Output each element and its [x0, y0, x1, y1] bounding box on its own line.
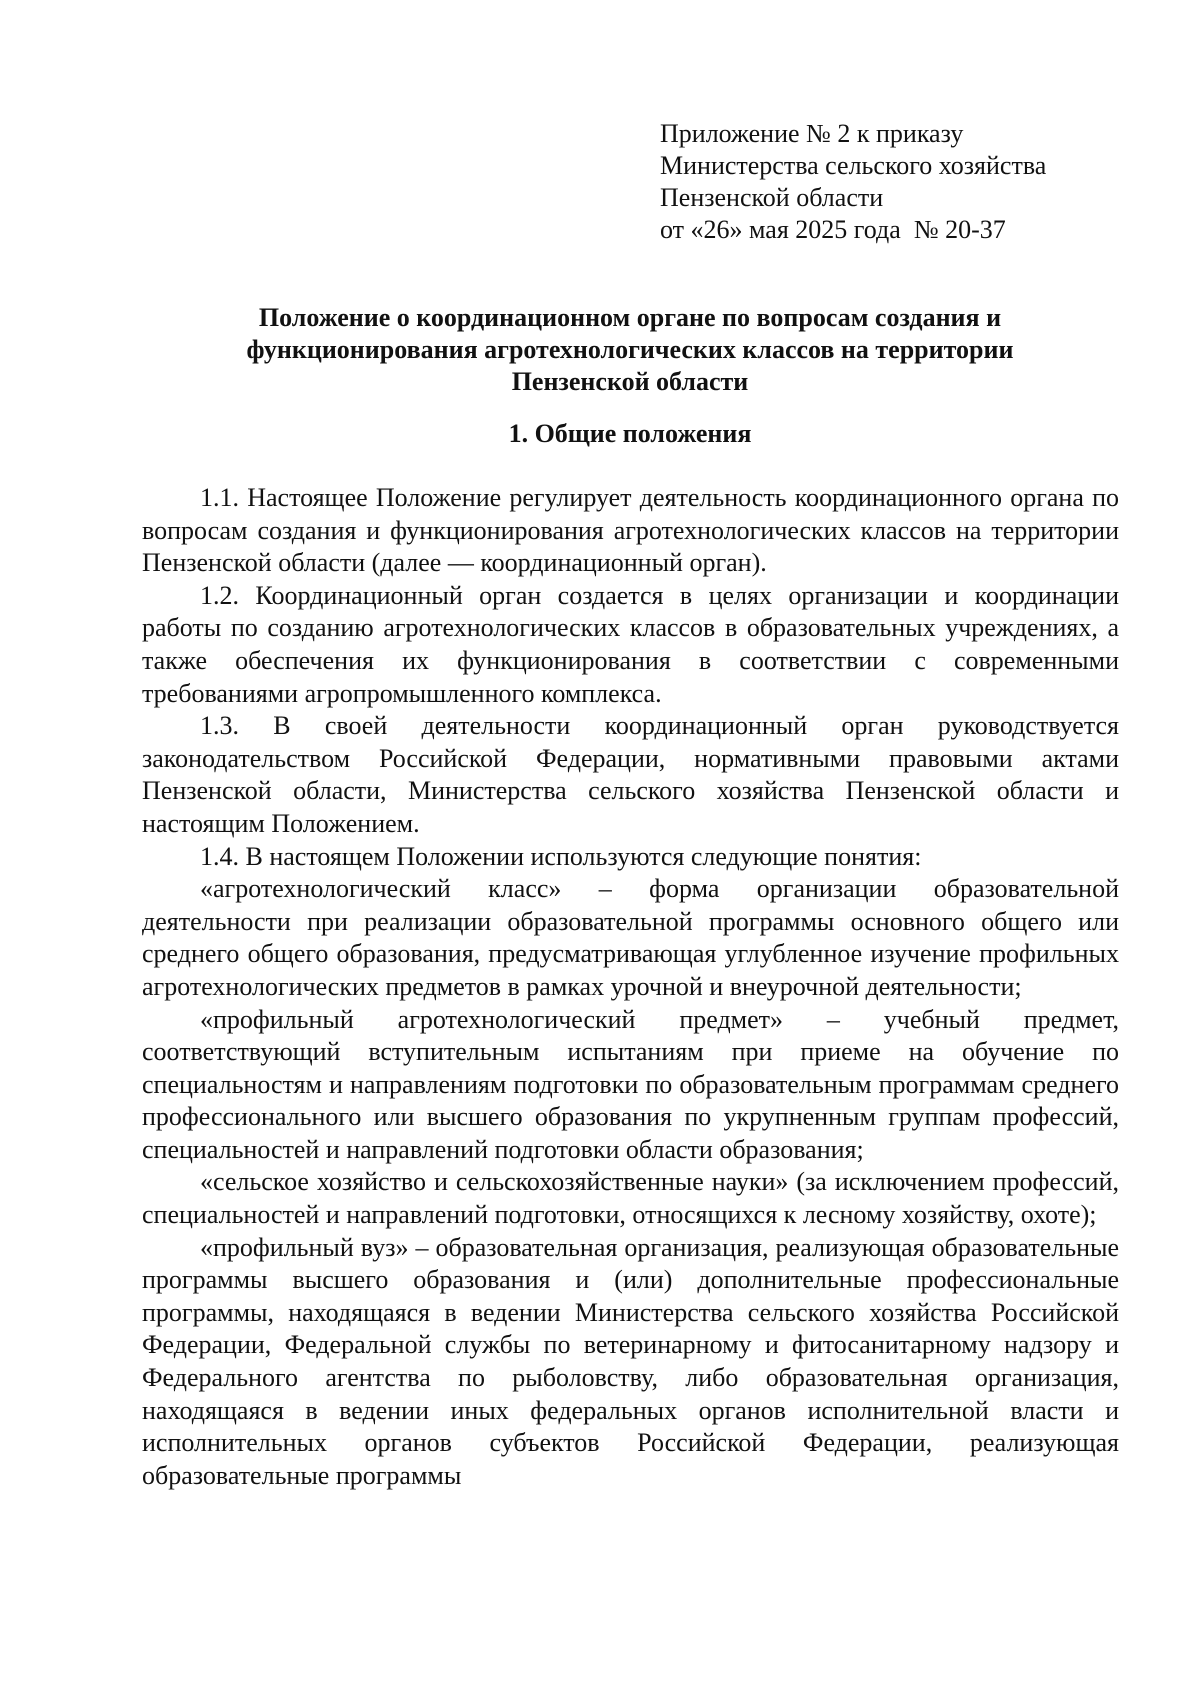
- definition-profile-university: «профильный вуз» – образовательная организация, реализующая образовательные программы высшего образования и (или) дополнительные профессиональные программы, находящаяся в ведении Министерства сельского хозяйства Российской Федерации, Федеральной службы по ветеринарному и фитосанитарному надзору и Федерального агентства по рыболовству, либо образовательная организация, находящаяся в ведении иных федеральных органов исполнительной власти и исполнительных органов субъектов Российской Федерации, реализующая образовательные программы: [142, 1232, 1119, 1490]
- document-body: [142, 482, 1119, 1492]
- appendix-header: [660, 118, 1046, 246]
- title-line: Положение о координационном органе по вопросам создания и: [258, 303, 1002, 332]
- appendix-line: Приложение № 2 к приказу: [660, 119, 964, 148]
- document-title: [140, 302, 1120, 398]
- section-heading: 1. Общие положения: [508, 419, 752, 448]
- appendix-line: Министерства сельского хозяйства: [660, 151, 1047, 180]
- title-line: Пензенской области: [511, 367, 749, 396]
- definition-agro-class: «агротехнологический класс» – форма организации образовательной деятельности при реализации образовательной программы основного общего или среднего общего образования, предусматривающая углубленное изучение профильных агротехнологических предметов в рамках урочной и внеурочной деятельности;: [142, 874, 1119, 1001]
- paragraph-1-1: 1.1. Настоящее Положение регулирует деятельность координационного органа по вопросам создания и функционирования агротехнологических классов на территории Пензенской области (далее — координационный орган).: [142, 483, 1119, 578]
- paragraph-1-3: 1.3. В своей деятельности координационный орган руководствуется законодательством Российской Федерации, нормативными правовыми актами Пензенской области, Министерства сельского хозяйства Пензенской области и настоящим Положением.: [142, 711, 1119, 838]
- paragraph-1-4: 1.4. В настоящем Положении используются следующие понятия:: [200, 841, 922, 871]
- appendix-line: от «26» мая 2025 года № 20-37: [660, 215, 1006, 244]
- definition-profile-subject: «профильный агротехнологический предмет» – учебный предмет, соответствующий вступительным испытаниям при приеме на обучение по специальностям и направлениям подготовки по образовательным программам среднего профессионального или высшего образования по укрупненным группам профессий, специальностей и направлений подготовки области образования;: [142, 1004, 1119, 1164]
- title-line: функционирования агротехнологических классов на территории: [246, 335, 1014, 364]
- appendix-line: Пензенской области: [660, 183, 884, 212]
- paragraph-1-2: 1.2. Координационный орган создается в целях организации и координации работы по созданию агротехнологических классов в образовательных учреждениях, а также обеспечения их функционирования в соответствии с современными требованиями агропромышленного комплекса.: [142, 580, 1119, 708]
- definition-agriculture: «сельское хозяйство и сельскохозяйственные науки» (за исключением профессий, специальностей и направлений подготовки, относящихся к лесному хозяйству, охоте);: [142, 1167, 1119, 1230]
